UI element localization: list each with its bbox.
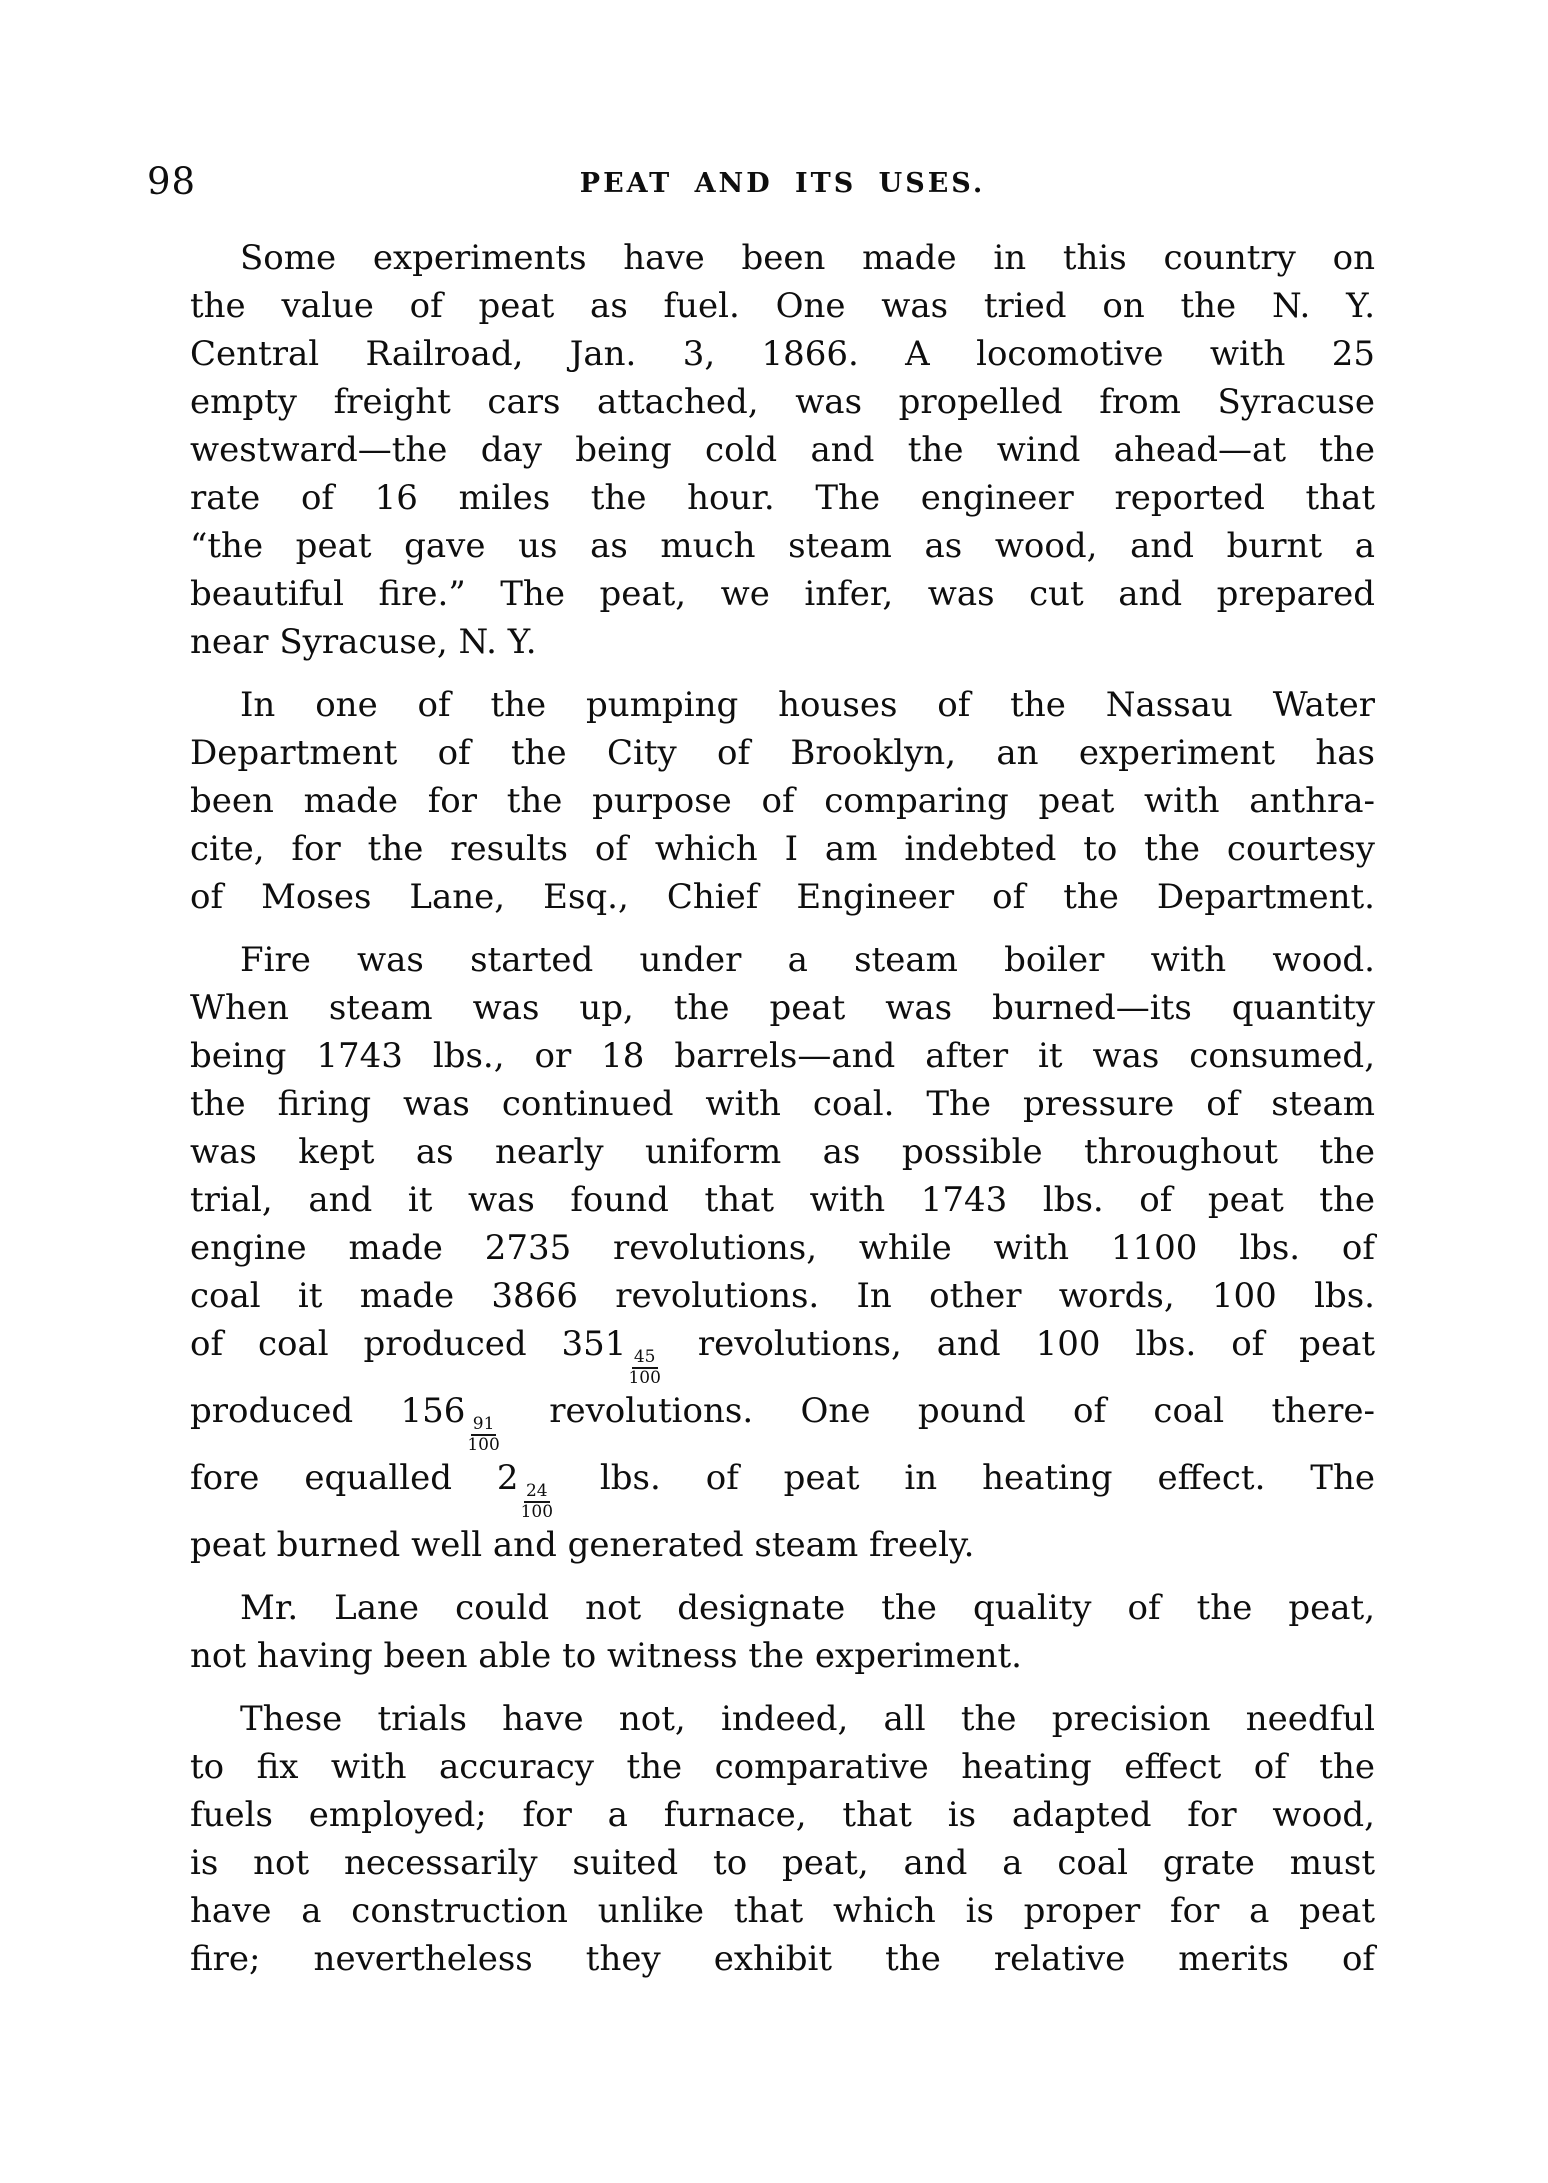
text-line: Mr. Lane could not designate the quality of the peat, [240, 1588, 1375, 1629]
paragraph [190, 1584, 1375, 1680]
text-line: of coal produced 351 $\frac{45}{100}$ revolutions, and 100 lbs. of peat [190, 1324, 1375, 1389]
text-line: westward—the day being cold and the wind ahead—at the [190, 430, 1375, 470]
text-line: was kept as nearly uniform as possible throughout the [190, 1132, 1375, 1172]
text-line: is not necessarily suited to peat, and a coal grate must [190, 1843, 1375, 1884]
text-line: the firing was continued with coal. The pressure of steam [190, 1084, 1375, 1124]
text-line: Some experiments have been made in this country on [240, 238, 1375, 278]
text-line: the value of peat as fuel. One was tried on the N. Y. [190, 286, 1375, 326]
text-line: beautiful fire.” The peat, we infer, was cut and prepared [190, 574, 1375, 614]
page-number: 98 [147, 160, 197, 203]
fraction: $\frac{45}{100}$ [628, 1347, 661, 1389]
text-line: have a construction unlike that which is proper for a peat [190, 1891, 1375, 1932]
fraction: $\frac{24}{100}$ [520, 1481, 554, 1523]
text-line: Department of the City of Brooklyn, an experiment has [190, 733, 1375, 773]
running-title: PEAT AND ITS USES. [579, 168, 986, 199]
text-line: fore equalled 2 $\frac{24}{100}$ lbs. of peat in heating effect. The [190, 1458, 1375, 1523]
text-line: When steam was up, the peat was burned—its quantity [190, 988, 1375, 1028]
text-line: These trials have not, indeed, all the precision needful [240, 1699, 1375, 1740]
text-line: of Moses Lane, Esq., Chief Engineer of the Department. [190, 877, 1375, 917]
text-line: engine made 2735 revolutions, while with 1100 lbs. of [190, 1228, 1375, 1268]
paragraph [190, 681, 1375, 921]
text-line: been made for the purpose of comparing peat with anthra- [190, 781, 1375, 821]
text-line: to fix with accuracy the comparative heating effect of the [190, 1747, 1375, 1788]
text-line: In one of the pumping houses of the Nassau Water [240, 685, 1375, 725]
text-line: being 1743 lbs., or 18 barrels—and after it was consumed, [190, 1036, 1375, 1076]
text-line: empty freight cars attached, was propelled from Syracuse [190, 382, 1375, 422]
text-line: “the peat gave us as much steam as wood, and burnt a [190, 526, 1375, 566]
text-line: not having been able to witness the experiment. [190, 1636, 1022, 1677]
text-line: Central Railroad, Jan. 3, 1866. A locomotive with 25 [190, 334, 1375, 374]
paragraph [190, 234, 1375, 666]
fraction: $\frac{91}{100}$ [467, 1414, 500, 1456]
text-line: trial, and it was found that with 1743 lbs. of peat the [190, 1180, 1375, 1220]
text-line: cite, for the results of which I am indebted to the courtesy [190, 829, 1375, 869]
text-line: rate of 16 miles the hour. The engineer reported that [190, 478, 1375, 518]
text-line: fuels employed; for a furnace, that is adapted for wood, [190, 1795, 1375, 1836]
paragraph [190, 936, 1375, 1569]
text-block [190, 234, 1375, 1983]
paragraph [190, 1695, 1375, 1983]
text-line: Fire was started under a steam boiler with wood. [240, 940, 1375, 980]
text-line: near Syracuse, N. Y. [190, 622, 537, 662]
text-line: coal it made 3866 revolutions. In other words, 100 lbs. [190, 1276, 1375, 1316]
text-line: peat burned well and generated steam freely. [190, 1525, 975, 1566]
text-line: produced 156 $\frac{91}{100}$ revolutions. One pound of coal there- [190, 1391, 1375, 1456]
text-line: fire; nevertheless they exhibit the relative merits of [190, 1939, 1375, 1980]
